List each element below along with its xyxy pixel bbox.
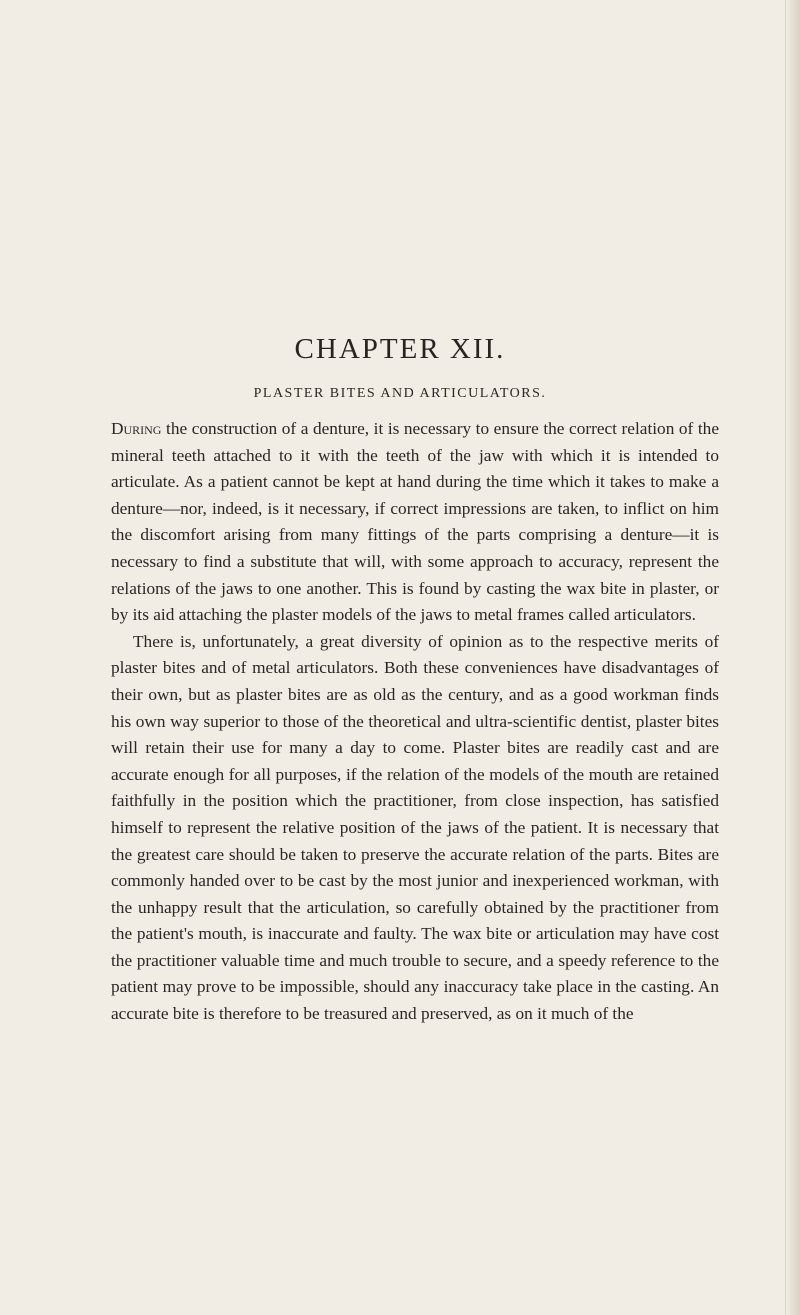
chapter-title: CHAPTER XII. — [294, 333, 506, 365]
page-edge — [785, 0, 800, 1315]
opening-word: During — [111, 419, 162, 438]
paragraph-1 — [111, 416, 719, 629]
paragraph-1-text: the construction of a denture, it is necessary to ensure the correct relation of the mineral teeth attached to it with the teeth of the jaw with which it is intended to articulate. As a patient cannot be kept at hand during the time which it takes to make a denture—nor, indeed, is it necessary, if correct impressions are taken, to inflict on him the discomfort arising from many fittings of the parts comprising a denture—it is necessary to find a substitute that will, with some approach to accuracy, represent the relations of the jaws to one another. This is found by casting the wax bite in plaster, or by its aid attaching the plaster models of the jaws to metal frames called articulators. — [111, 419, 719, 625]
body-text — [111, 416, 719, 1028]
paragraph-2: There is, unfortunately, a great diversity of opinion as to the respective merits of plaster bites and of metal articulators. Both these conveniences have disadvantages of their own, but as plaster bites are as old as the century, and as a good workman finds his own way superior to those of the theoretical and ultra-scientific dentist, plaster bites will retain their use for many a day to come. Plaster bites are readily cast and are accurate enough for all purposes, if the relation of the models of the mouth are retained faithfully in the position which the practitioner, from close inspection, has satisfied himself to represent the relative position of the jaws of the patient. It is necessary that the greatest care should be taken to preserve the accurate relation of the parts. Bites are commonly handed over to be cast by the most junior and inexperienced workman, with the unhappy result that the articulation, so carefully obtained by the practitioner from the patient's mouth, is inaccurate and faulty. The wax bite or articulation may have cost the practitioner valuable time and much trouble to secure, and a speedy reference to the patient may prove to be impossible, should any inaccuracy take place in the casting. An accurate bite is therefore to be treasured and preserved, as on it much of the — [111, 631, 719, 1024]
chapter-subtitle: PLASTER BITES AND ARTICULATORS. — [253, 386, 547, 401]
